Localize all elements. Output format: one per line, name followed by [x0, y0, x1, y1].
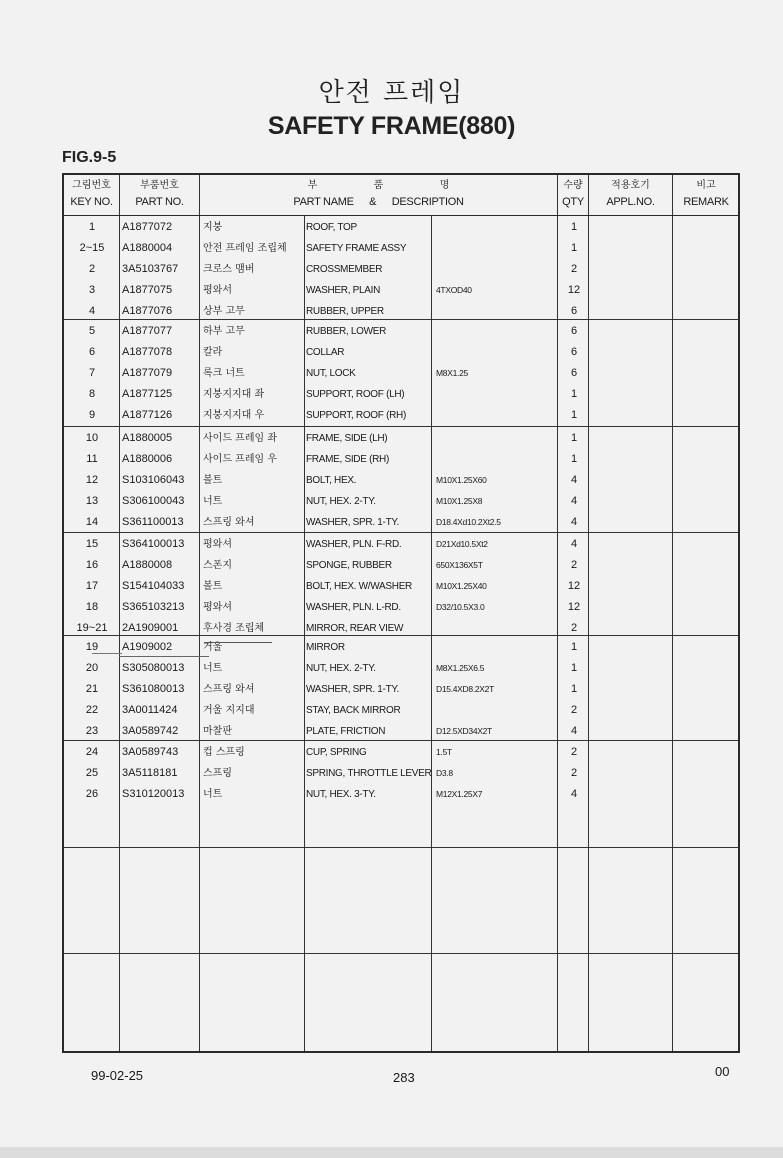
table-row — [64, 512, 738, 533]
part-name-english-cell: NUT, HEX. 3-TY. — [306, 789, 376, 800]
part-name-english-cell: CUP, SPRING — [306, 747, 367, 758]
table-row — [64, 700, 738, 721]
key-no-cell: 13 — [85, 495, 99, 507]
part-no-cell: 3A0011424 — [122, 704, 178, 716]
part-no-cell: 3A0589742 — [122, 725, 179, 737]
part-no-cell: 2A1909001 — [122, 622, 179, 634]
table-row — [64, 491, 738, 512]
header-qty — [558, 175, 588, 215]
part-name-korean-cell: 평와서 — [203, 285, 232, 296]
spec-cell: M8X1.25X6.5 — [436, 663, 485, 673]
table-row — [64, 576, 738, 597]
spec-cell: D12.5XD34X2T — [436, 726, 492, 736]
part-name-english-cell: FRAME, SIDE (RH) — [306, 454, 389, 465]
key-no-cell: 12 — [85, 474, 99, 486]
part-name-korean-cell: 너트 — [203, 663, 223, 674]
part-name-english-cell: PLATE, FRICTION — [306, 726, 386, 737]
key-no-cell: 23 — [85, 725, 99, 737]
qty-cell: 6 — [570, 367, 578, 379]
part-name-korean-cell: 지붕 — [203, 222, 223, 233]
part-name-korean-cell: 칼라 — [203, 347, 223, 358]
handwritten-mark — [92, 653, 122, 654]
part-name-korean-cell: 스프링 — [203, 768, 232, 779]
header-qty-kr: 수량 — [563, 180, 583, 191]
part-no-cell: A1877075 — [122, 284, 173, 296]
part-name-english-cell: MIRROR — [306, 642, 345, 653]
group-divider — [64, 953, 738, 954]
key-no-cell: 2 — [88, 263, 96, 275]
table-row — [64, 238, 738, 259]
part-no-cell: A1909002 — [122, 641, 173, 653]
qty-cell: 4 — [570, 725, 578, 737]
table-row — [64, 742, 738, 763]
header-name-kr-1: 부 — [307, 180, 318, 191]
table-row — [64, 384, 738, 405]
key-no-cell: 25 — [85, 767, 99, 779]
part-name-korean-cell: 상부 고무 — [203, 306, 245, 317]
footer-date: 99-02-25 — [91, 1068, 144, 1083]
qty-cell: 6 — [570, 346, 578, 358]
part-name-korean-cell: 하부 고무 — [203, 326, 245, 337]
part-no-cell: S364100013 — [122, 538, 185, 550]
part-name-korean-cell: 록크 너트 — [203, 368, 245, 379]
header-name-en-3: DESCRIPTION — [391, 196, 464, 208]
part-name-korean-cell: 안전 프레임 조립체 — [203, 243, 287, 254]
header-appl-kr: 적용호기 — [611, 180, 650, 191]
qty-cell: 1 — [570, 453, 578, 465]
part-name-korean-cell: 평와셔 — [203, 602, 232, 613]
part-name-korean-cell: 크로스 맴버 — [203, 264, 255, 275]
qty-cell: 1 — [570, 409, 578, 421]
spec-cell: M10X1.25X8 — [436, 496, 483, 506]
header-name-kr-2: 품 — [373, 180, 384, 191]
qty-cell: 1 — [570, 242, 578, 254]
qty-cell: 1 — [570, 683, 578, 695]
key-no-cell: 20 — [85, 662, 99, 674]
spec-cell: D32/10.5X3.0 — [436, 602, 485, 612]
key-no-cell: 18 — [85, 601, 99, 613]
key-no-cell: 26 — [85, 788, 99, 800]
spec-cell: D21Xd10.5Xt2 — [436, 539, 488, 549]
key-no-cell: 11 — [86, 453, 98, 465]
header-remark — [673, 175, 739, 215]
qty-cell: 4 — [570, 516, 578, 528]
header-part-name — [200, 175, 557, 215]
qty-cell: 1 — [570, 432, 578, 444]
part-name-korean-cell: 볼트 — [203, 475, 223, 486]
qty-cell: 2 — [570, 767, 578, 779]
part-name-english-cell: FRAME, SIDE (LH) — [306, 433, 388, 444]
table-row — [64, 280, 738, 301]
part-no-cell: S361100013 — [122, 516, 184, 528]
part-name-korean-cell: 후사경 조립체 — [203, 623, 265, 634]
part-no-cell: A1877076 — [122, 305, 173, 317]
part-name-english-cell: WASHER, SPR. 1-TY. — [306, 684, 399, 695]
scan-edge — [0, 1147, 783, 1158]
page-title-korean: 안전 프레임 — [318, 78, 465, 108]
spec-cell: M10X1.25X60 — [436, 475, 487, 485]
table-row — [64, 637, 738, 658]
qty-cell: 4 — [570, 538, 578, 550]
table-row — [64, 534, 738, 555]
part-no-cell: 3A5118181 — [122, 767, 178, 779]
part-no-cell: A1877079 — [122, 367, 173, 379]
key-no-cell: 7 — [88, 367, 96, 379]
table-row — [64, 428, 738, 449]
header-appl-no — [589, 175, 672, 215]
key-no-cell: 19~21 — [76, 622, 108, 634]
part-name-korean-cell: 컵 스프링 — [203, 747, 245, 758]
part-no-cell: A1880004 — [122, 242, 173, 254]
key-no-cell: 4 — [88, 305, 96, 317]
qty-cell: 2 — [570, 622, 578, 634]
part-no-cell: S306100043 — [122, 495, 185, 507]
table-row — [64, 259, 738, 280]
header-key-no — [64, 175, 119, 215]
header-name-en-2: & — [369, 196, 377, 208]
spec-cell: M8X1.25 — [436, 368, 468, 378]
key-no-cell: 1 — [88, 221, 96, 233]
qty-cell: 12 — [567, 580, 581, 592]
qty-cell: 2 — [570, 746, 578, 758]
part-name-korean-cell: 너트 — [203, 496, 223, 507]
spec-cell: D18.4Xd10.2Xt2.5 — [436, 517, 501, 527]
part-name-korean-cell: 거울 — [203, 642, 223, 653]
key-no-cell: 21 — [85, 683, 99, 695]
footer-page-number: 283 — [393, 1070, 415, 1085]
group-divider — [64, 426, 738, 427]
part-name-english-cell: WASHER, PLN. L-RD. — [306, 602, 401, 613]
part-name-english-cell: WASHER, PLN. F-RD. — [306, 539, 402, 550]
part-no-cell: S103106043 — [122, 474, 185, 486]
header-divider — [64, 215, 738, 216]
spec-cell: M12X1.25X7 — [436, 789, 483, 799]
part-no-cell: A1877078 — [122, 346, 173, 358]
part-no-cell: S305080013 — [122, 662, 185, 674]
part-name-korean-cell: 거울 지지대 — [203, 705, 255, 716]
part-name-korean-cell: 사이드 프레임 우 — [203, 454, 277, 465]
qty-cell: 1 — [570, 221, 578, 233]
key-no-cell: 6 — [88, 346, 96, 358]
part-name-english-cell: SAFETY FRAME ASSY — [306, 243, 407, 254]
spec-cell: 4TXOD40 — [436, 285, 472, 295]
qty-cell: 1 — [570, 662, 578, 674]
header-appl-en: APPL.NO. — [606, 196, 655, 208]
key-no-cell: 2~15 — [79, 242, 105, 254]
part-name-english-cell: SPONGE, RUBBER — [306, 560, 392, 571]
qty-cell: 4 — [570, 474, 578, 486]
header-remark-kr: 비고 — [696, 180, 716, 191]
part-no-cell: S154104033 — [122, 580, 185, 592]
header-name-kr-3: 명 — [439, 180, 450, 191]
table-row — [64, 470, 738, 491]
part-no-cell: S361080013 — [122, 683, 185, 695]
table-row — [64, 405, 738, 426]
qty-cell: 6 — [570, 305, 578, 317]
part-name-english-cell: RUBBER, LOWER — [306, 326, 387, 337]
part-name-english-cell: NUT, LOCK — [306, 368, 356, 379]
key-no-cell: 24 — [85, 746, 99, 758]
header-part-no — [120, 175, 199, 215]
qty-cell: 2 — [570, 704, 578, 716]
part-name-english-cell: CROSSMEMBER — [306, 264, 383, 275]
qty-cell: 1 — [570, 641, 578, 653]
part-no-cell: A1880008 — [122, 559, 173, 571]
part-name-english-cell: COLLAR — [306, 347, 345, 358]
qty-cell: 12 — [567, 284, 581, 296]
header-qty-en: QTY — [562, 196, 584, 208]
header-key-en: KEY NO. — [70, 196, 113, 208]
part-no-cell: 3A5103767 — [122, 263, 179, 275]
part-name-english-cell: NUT, HEX. 2-TY. — [306, 496, 376, 507]
footer-revision: 00 — [715, 1064, 730, 1079]
qty-cell: 4 — [570, 495, 578, 507]
header-remark-en: REMARK — [683, 196, 729, 208]
part-name-english-cell: WASHER, PLAIN — [306, 285, 381, 296]
parts-table — [62, 173, 740, 1053]
part-name-english-cell: MIRROR, REAR VIEW — [306, 623, 404, 634]
part-name-korean-cell: 볼트 — [203, 581, 223, 592]
key-no-cell: 8 — [88, 388, 96, 400]
key-no-cell: 19 — [85, 641, 99, 653]
key-no-cell: 5 — [88, 325, 96, 337]
part-name-korean-cell: 스프링 와셔 — [203, 517, 255, 528]
part-no-cell: A1877125 — [122, 388, 173, 400]
part-name-korean-cell: 평와셔 — [203, 539, 232, 550]
table-row — [64, 449, 738, 470]
part-no-cell: A1877072 — [122, 221, 173, 233]
part-no-cell: A1877126 — [122, 409, 173, 421]
part-no-cell: 3A0589743 — [122, 746, 179, 758]
part-name-english-cell: BOLT, HEX. — [306, 475, 357, 486]
part-no-cell: S365103213 — [122, 601, 185, 613]
part-name-korean-cell: 너트 — [203, 789, 223, 800]
part-no-cell: S310120013 — [122, 788, 185, 800]
table-row — [64, 342, 738, 363]
spec-cell: 1.5T — [436, 747, 452, 757]
header-key-kr: 그림번호 — [72, 180, 111, 191]
table-row — [64, 301, 738, 322]
spec-cell: D3.8 — [436, 768, 453, 778]
qty-cell: 4 — [570, 788, 578, 800]
part-name-english-cell: RUBBER, UPPER — [306, 306, 384, 317]
part-name-korean-cell: 지붕지지대 우 — [203, 410, 265, 421]
part-name-english-cell: SUPPORT, ROOF (RH) — [306, 410, 406, 421]
qty-cell: 6 — [570, 325, 578, 337]
part-name-korean-cell: 마찰판 — [203, 726, 232, 737]
page-title-english: SAFETY FRAME(880) — [267, 112, 516, 140]
key-no-cell: 17 — [85, 580, 99, 592]
table-row — [64, 784, 738, 805]
table-row — [64, 679, 738, 700]
qty-cell: 2 — [570, 263, 578, 275]
group-divider — [64, 847, 738, 848]
part-name-english-cell: STAY, BACK MIRROR — [306, 705, 401, 716]
key-no-cell: 14 — [85, 516, 99, 528]
part-name-english-cell: NUT, HEX. 2-TY. — [306, 663, 376, 674]
figure-number: FIG.9-5 — [62, 149, 117, 166]
key-no-cell: 9 — [88, 409, 96, 421]
table-row — [64, 763, 738, 784]
header-name-en-1: PART NAME — [293, 196, 354, 208]
key-no-cell: 10 — [85, 432, 99, 444]
part-name-korean-cell: 스폰지 — [203, 560, 232, 571]
header-name-en — [200, 194, 557, 211]
part-name-english-cell: ROOF, TOP — [306, 222, 357, 233]
handwritten-underline — [204, 642, 272, 643]
part-name-korean-cell: 사이드 프레임 좌 — [203, 433, 277, 444]
table-row — [64, 658, 738, 679]
part-no-cell: A1877077 — [122, 325, 173, 337]
handwritten-mark — [119, 656, 209, 657]
qty-cell: 2 — [570, 559, 578, 571]
table-row — [64, 321, 738, 342]
table-row — [64, 217, 738, 238]
table-row — [64, 597, 738, 618]
spec-cell: M10X1.25X40 — [436, 581, 487, 591]
table-row — [64, 363, 738, 384]
key-no-cell: 15 — [85, 538, 99, 550]
part-no-cell: A1880005 — [122, 432, 173, 444]
part-no-cell: A1880006 — [122, 453, 173, 465]
part-name-english-cell: BOLT, HEX. W/WASHER — [306, 581, 412, 592]
table-row — [64, 618, 738, 639]
part-name-english-cell: WASHER, SPR. 1-TY. — [306, 517, 399, 528]
key-no-cell: 22 — [85, 704, 99, 716]
table-row — [64, 555, 738, 576]
spec-cell: D15.4XD8.2X2T — [436, 684, 494, 694]
part-name-korean-cell: 스프링 와셔 — [203, 684, 255, 695]
qty-cell: 1 — [570, 388, 578, 400]
qty-cell: 12 — [567, 601, 581, 613]
header-part-kr: 부품번호 — [140, 180, 179, 191]
header-name-kr — [200, 175, 557, 194]
part-name-korean-cell: 지붕지지대 좌 — [203, 389, 265, 400]
table-row — [64, 721, 738, 742]
part-name-english-cell: SUPPORT, ROOF (LH) — [306, 389, 405, 400]
key-no-cell: 3 — [88, 284, 96, 296]
key-no-cell: 16 — [85, 559, 99, 571]
header-part-en: PART NO. — [135, 196, 184, 208]
part-name-english-cell: SPRING, THROTTLE LEVER — [306, 768, 432, 779]
spec-cell: 650X136X5T — [436, 560, 483, 570]
